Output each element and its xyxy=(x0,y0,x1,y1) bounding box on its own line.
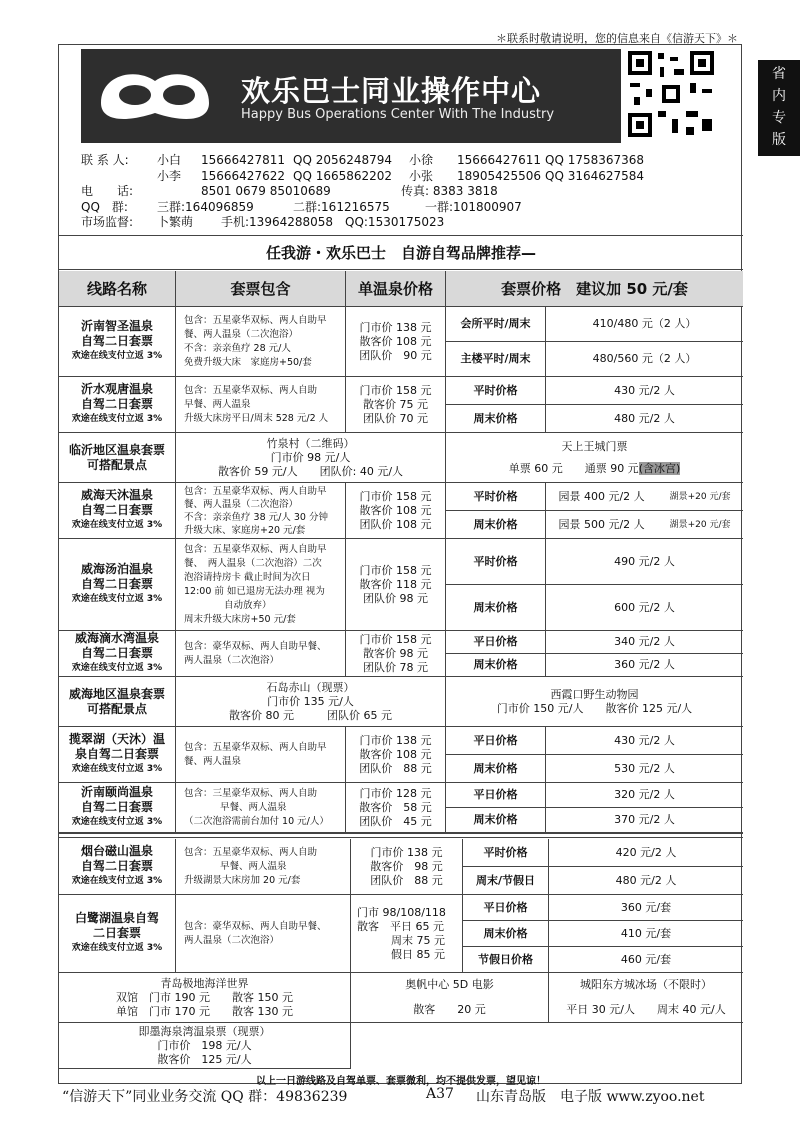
price-label: 平时价格 xyxy=(446,377,546,405)
source-note: ＊联系时敬请说明，您的信息来自《信游天下》＊ xyxy=(496,32,738,45)
price-value: 480/560 元（2 人） xyxy=(546,342,743,377)
package-desc: 包含：豪华双标、两人自助早餐、 两人温泉（二次泡浴） xyxy=(176,895,351,973)
route-name: 沂南智圣温泉 自驾二日套票 欢途在线支付立返 3% xyxy=(59,307,176,377)
single-price: 门市价 128 元 散客价 58 元 团队价 45 元 xyxy=(346,783,446,833)
market-phone: 手机:13964288058 xyxy=(221,215,334,229)
package-desc: 包含：五星豪华双标、两人自助早 餐、两人温泉（二次泡浴） 不含：亲亲鱼疗 28 元/人 免费升级大床 家庭房+50/套 xyxy=(176,307,346,377)
price-value: 480 元/2 人 xyxy=(549,867,743,895)
bus-logo-icon xyxy=(95,63,215,127)
price-value: 410/480 元（2 人） xyxy=(546,307,743,342)
fax: 传真: 8383 3818 xyxy=(401,184,498,198)
col-route: 线路名称 xyxy=(59,271,176,307)
qq-group-row xyxy=(81,200,701,216)
market-label: 市场监督: xyxy=(81,215,134,229)
route-name: 威海地区温泉套票 可搭配景点 xyxy=(59,677,176,727)
qr-code-icon xyxy=(626,49,716,139)
section-divider xyxy=(59,833,743,838)
page-number: A37 xyxy=(426,1086,454,1102)
price-value: 430 元/2 人 xyxy=(546,377,743,405)
col-pkg-price: 套票价格 建议加 50 元/套 xyxy=(446,271,743,307)
edition-tab xyxy=(758,60,800,156)
price-label: 周末价格 xyxy=(446,511,546,539)
package-desc: 包含：五星豪华双标、两人自助早 餐、两人温泉 xyxy=(176,727,346,783)
edition-label: 山东青岛版 电子版 www.zyoo.net xyxy=(476,1089,705,1105)
attraction-info: 竹泉村（二维码） 门市价 98 元/人 散客价 59 元/人 团队价: 40 元/人 xyxy=(176,433,446,483)
price-value: 600 元/2 人 xyxy=(546,585,743,631)
attraction-hot-spring: 即墨海泉湾温泉票（现票） 门市价 198 元/人 散客价 125 元/人 xyxy=(59,1023,351,1069)
tab-char: 专 xyxy=(772,110,786,126)
package-desc: 包含：三星豪华双标、两人自助 早餐、两人温泉 （二次泡浴需前台加付 10 元/人） xyxy=(176,783,346,833)
contact-label: 联 系 人: xyxy=(81,153,129,167)
route-name: 威海汤泊温泉 自驾二日套票 欢途在线支付立返 3% xyxy=(59,539,176,631)
price-value: 420 元/2 人 xyxy=(549,839,743,867)
price-value: 360 元/2 人 xyxy=(546,654,743,677)
price-label: 周末价格 xyxy=(446,585,546,631)
table-title: 任我游・欢乐巴士 自游自驾品牌推荐— xyxy=(59,236,743,270)
contact-name: 小张 xyxy=(409,168,434,183)
price-label: 平时价格 xyxy=(463,839,549,867)
price-value: 460 元/套 xyxy=(549,947,743,973)
contact-block xyxy=(81,153,701,231)
contact-row xyxy=(81,153,701,169)
price-label: 平日价格 xyxy=(446,783,546,808)
price-label: 周末价格 xyxy=(446,755,546,783)
brand-english: Happy Bus Operations Center With The Industry xyxy=(241,107,555,122)
price-label: 平日价格 xyxy=(446,631,546,654)
price-label: 平日价格 xyxy=(463,895,549,921)
price-label: 节假日价格 xyxy=(463,947,549,973)
route-name: 沂南颐尚温泉 自驾二日套票 欢途在线支付立返 3% xyxy=(59,783,176,833)
contact-qq: QQ 1665862202 xyxy=(293,168,393,183)
price-value: 320 元/2 人 xyxy=(546,783,743,808)
contact-qq: QQ 3164627584 xyxy=(545,168,645,183)
attraction-ocean-world: 青岛极地海洋世界 双馆 门市 190 元 散客 150 元 单馆 门市 170 元 散客 130 元 xyxy=(59,973,351,1023)
single-price: 门市价 138 元 散客价 98 元 团队价 88 元 xyxy=(351,839,463,895)
price-label: 周末/节假日 xyxy=(463,867,549,895)
single-price: 门市价 158 元 散客价 108 元 团队价 108 元 xyxy=(346,483,446,539)
contact-name: 小白 xyxy=(157,153,182,167)
contact-name: 小李 xyxy=(157,168,182,183)
package-desc: 包含：五星豪华双标、两人自助早 餐、 两人温泉（二次泡浴）二次 泡浴请持房卡 截止时间为次日 12:00 前 如已退房无法办理 视为 自动放弃） 周末升级大床房+50 元/套 xyxy=(176,539,346,631)
single-price: 门市价 158 元 散客价 118 元 团队价 98 元 xyxy=(346,539,446,631)
attraction-info: 天上王城门票 单票 60 元 通票 90 元(含冰宫) xyxy=(446,433,743,483)
contact-phone: 15666427811 xyxy=(201,153,285,167)
price-label: 平时价格 xyxy=(446,539,546,585)
route-name: 烟台磁山温泉 自驾二日套票 欢途在线支付立返 3% xyxy=(59,839,176,895)
single-price: 门市 98/108/118 散客 平日 65 元 周末 75 元 假日 85 元 xyxy=(351,895,463,973)
contact-phone: 18905425506 xyxy=(457,168,541,183)
footer-qq: “信游天下”同业业务交流 QQ 群：49836239 xyxy=(62,1089,348,1105)
route-name: 沂水观唐温泉 自驾二日套票 欢途在线支付立返 3% xyxy=(59,377,176,433)
contact-qq: QQ 2056248794 xyxy=(293,153,393,167)
route-name: 临沂地区温泉套票 可搭配景点 xyxy=(59,433,176,483)
attraction-ice-rink: 城阳东方城冰场（不限时） 平日 30 元/人 周末 40 元/人 xyxy=(549,973,743,1023)
brand-banner xyxy=(81,49,621,143)
qq-group: 三群:164096859 xyxy=(157,199,254,214)
phone-label: 电 话: xyxy=(81,184,134,198)
qq-label: QQ 群: xyxy=(81,199,128,214)
contact-name: 小徐 xyxy=(409,153,434,167)
price-label: 周末价格 xyxy=(463,921,549,947)
price-value: 园景 500 元/2 人 湖景+20 元/套 xyxy=(546,511,743,539)
market-name: 卜繁萌 xyxy=(157,215,194,229)
brand-name: 欢乐巴士同业操作中心 xyxy=(241,74,542,108)
tab-char: 版 xyxy=(772,132,786,148)
price-value: 530 元/2 人 xyxy=(546,755,743,783)
price-value: 340 元/2 人 xyxy=(546,631,743,654)
price-value: 410 元/套 xyxy=(549,921,743,947)
price-label: 周末价格 xyxy=(446,654,546,677)
attraction-info: 石岛赤山（现票） 门市价 135 元/人 散客价 80 元 团队价 65 元 xyxy=(176,677,446,727)
price-label: 会所平时/周末 xyxy=(446,307,546,342)
package-desc: 包含：五星豪华双标、两人自助 早餐、两人温泉 升级大床房平日/周末 528 元/2 人 xyxy=(176,377,346,433)
market-qq: QQ:1530175023 xyxy=(345,215,445,229)
route-name: 白鹭湖温泉自驾 二日套票 欢途在线支付立返 3% xyxy=(59,895,176,973)
package-desc: 包含：豪华双标、两人自助早餐、 两人温泉（二次泡浴） xyxy=(176,631,346,677)
attraction-info: 西霞口野生动物园 门市价 150 元/人 散客价 125 元/人 xyxy=(446,677,743,727)
price-table xyxy=(59,235,743,1087)
price-value: 430 元/2 人 xyxy=(546,727,743,755)
disclaimer: 以上一日游线路及自驾单票、套票微利，均不提供发票，望见谅！ xyxy=(256,1076,546,1087)
contact-row xyxy=(81,169,701,185)
qq-group: 二群:161216575 xyxy=(293,199,390,214)
single-price: 门市价 158 元 散客价 75 元 团队价 70 元 xyxy=(346,377,446,433)
single-price: 门市价 138 元 散客价 108 元 团队价 90 元 xyxy=(346,307,446,377)
price-label: 周末价格 xyxy=(446,808,546,833)
single-price: 门市价 138 元 散客价 108 元 团队价 88 元 xyxy=(346,727,446,783)
col-package: 套票包含 xyxy=(176,271,346,307)
market-row xyxy=(81,215,701,231)
price-value: 370 元/2 人 xyxy=(546,808,743,833)
contact-phone: 15666427611 xyxy=(457,153,541,167)
col-single: 单温泉价格 xyxy=(346,271,446,307)
price-value: 490 元/2 人 xyxy=(546,539,743,585)
contact-qq: QQ 1758367368 xyxy=(545,153,645,167)
price-label: 平日价格 xyxy=(446,727,546,755)
route-name: 揽翠湖（天沐）温 泉自驾二日套票 欢途在线支付立返 3% xyxy=(59,727,176,783)
phone-row xyxy=(81,184,701,200)
route-name: 威海天沐温泉 自驾二日套票 欢途在线支付立返 3% xyxy=(59,483,176,539)
price-label: 周末价格 xyxy=(446,405,546,433)
package-desc: 包含：五星豪华双标、两人自助早 餐、两人温泉（二次泡浴） 不含：亲亲鱼疗 38 元/人 30 分钟 升级大床、家庭房+20 元/套 xyxy=(176,483,346,539)
route-name: 威海滴水湾温泉 自驾二日套票 欢途在线支付立返 3% xyxy=(59,631,176,677)
tab-char: 内 xyxy=(772,88,786,104)
price-label: 平时价格 xyxy=(446,483,546,511)
tab-char: 省 xyxy=(772,66,786,82)
package-desc: 包含：五星豪华双标、两人自助 早餐、两人温泉 升级湖景大床房加 20 元/套 xyxy=(176,839,351,895)
office-phone: 8501 0679 85010689 xyxy=(201,184,331,198)
page-frame xyxy=(58,44,742,1087)
qq-group: 一群:101800907 xyxy=(425,199,522,214)
price-label: 主楼平时/周末 xyxy=(446,342,546,377)
attraction-5d-cinema: 奥帆中心 5D 电影 散客 20 元 xyxy=(351,973,549,1023)
single-price: 门市价 158 元 散客价 98 元 团队价 78 元 xyxy=(346,631,446,677)
price-value: 480 元/2 人 xyxy=(546,405,743,433)
price-value: 园景 400 元/2 人 湖景+20 元/套 xyxy=(546,483,743,511)
contact-phone: 15666427622 xyxy=(201,168,285,183)
table-header xyxy=(59,271,743,307)
price-value: 360 元/套 xyxy=(549,895,743,921)
